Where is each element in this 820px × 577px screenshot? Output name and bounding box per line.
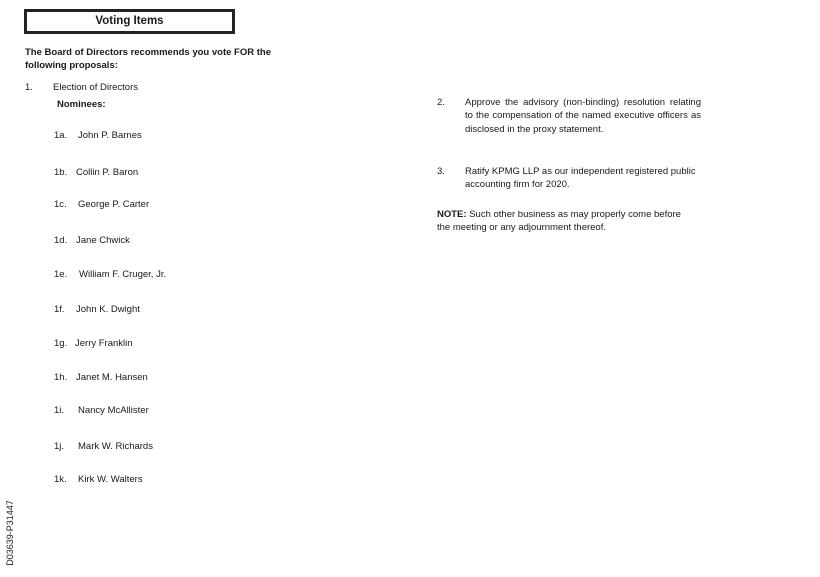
nominee-name: Kirk W. Walters (78, 474, 143, 485)
nominee-1i (54, 405, 149, 416)
nominee-name: Jane Chwick (76, 235, 130, 246)
nominee-1f (54, 304, 140, 315)
nominee-name: John K. Dwight (76, 304, 140, 315)
proposal-2-number: 2. (437, 97, 445, 108)
nominee-1g (54, 338, 133, 349)
board-recommendation: The Board of Directors recommends you vote FOR the following proposals: (25, 47, 271, 71)
nominee-name: Mark W. Richards (78, 441, 153, 452)
nominee-1h (54, 372, 148, 383)
note-label: NOTE: (437, 209, 467, 220)
proposal-1-number: 1. (25, 82, 33, 93)
nominee-id: 1c. (54, 199, 67, 210)
nominee-1e (54, 269, 166, 280)
nominee-name: John P. Barnes (78, 130, 142, 141)
nominee-1c (54, 199, 149, 210)
nominee-id: 1j. (54, 441, 65, 452)
proposal-1-label: Election of Directors (53, 82, 139, 93)
nominee-1j (54, 441, 153, 452)
nominee-1a (54, 130, 142, 141)
nominee-id: 1k. (54, 474, 67, 485)
proposal-3 (437, 165, 701, 192)
nominee-1d (54, 235, 130, 246)
document-code: D03639-P31447 (5, 500, 15, 566)
nominee-1k (54, 474, 143, 485)
nominee-name: George P. Carter (78, 199, 150, 210)
nominee-id: 1b. (54, 167, 68, 178)
nominee-id: 1f. (54, 304, 65, 315)
nominee-name: Janet M. Hansen (76, 372, 148, 383)
section-title: Voting Items (24, 9, 235, 34)
nominee-id: 1i. (54, 405, 65, 416)
proposal-3-number: 3. (437, 166, 445, 177)
nominee-id: 1e. (54, 269, 68, 280)
nominee-id: 1d. (54, 235, 68, 246)
nominee-id: 1h. (54, 372, 68, 383)
note (437, 208, 687, 234)
note-text: Such other business as may properly come before the meeting or any adjournment thereof. (437, 209, 681, 233)
proposal-3-text: Ratify KPMG LLP as our independent registered public accounting firm for 2020. (465, 166, 696, 191)
nominees-heading: Nominees: (57, 99, 106, 110)
nominee-name: Collin P. Baron (76, 167, 139, 178)
nominee-id: 1g. (54, 338, 68, 349)
nominee-id: 1a. (54, 130, 68, 141)
nominee-name: William F. Cruger, Jr. (79, 269, 167, 280)
nominee-name: Nancy McAllister (78, 405, 149, 416)
nominee-1b (54, 167, 138, 178)
proposal-2 (437, 96, 701, 136)
proposal-2-text: Approve the advisory (non-binding) resolution relating to the compensation of the named executive officers as disclosed in the proxy statement. (465, 97, 701, 135)
nominee-name: Jerry Franklin (75, 338, 133, 349)
